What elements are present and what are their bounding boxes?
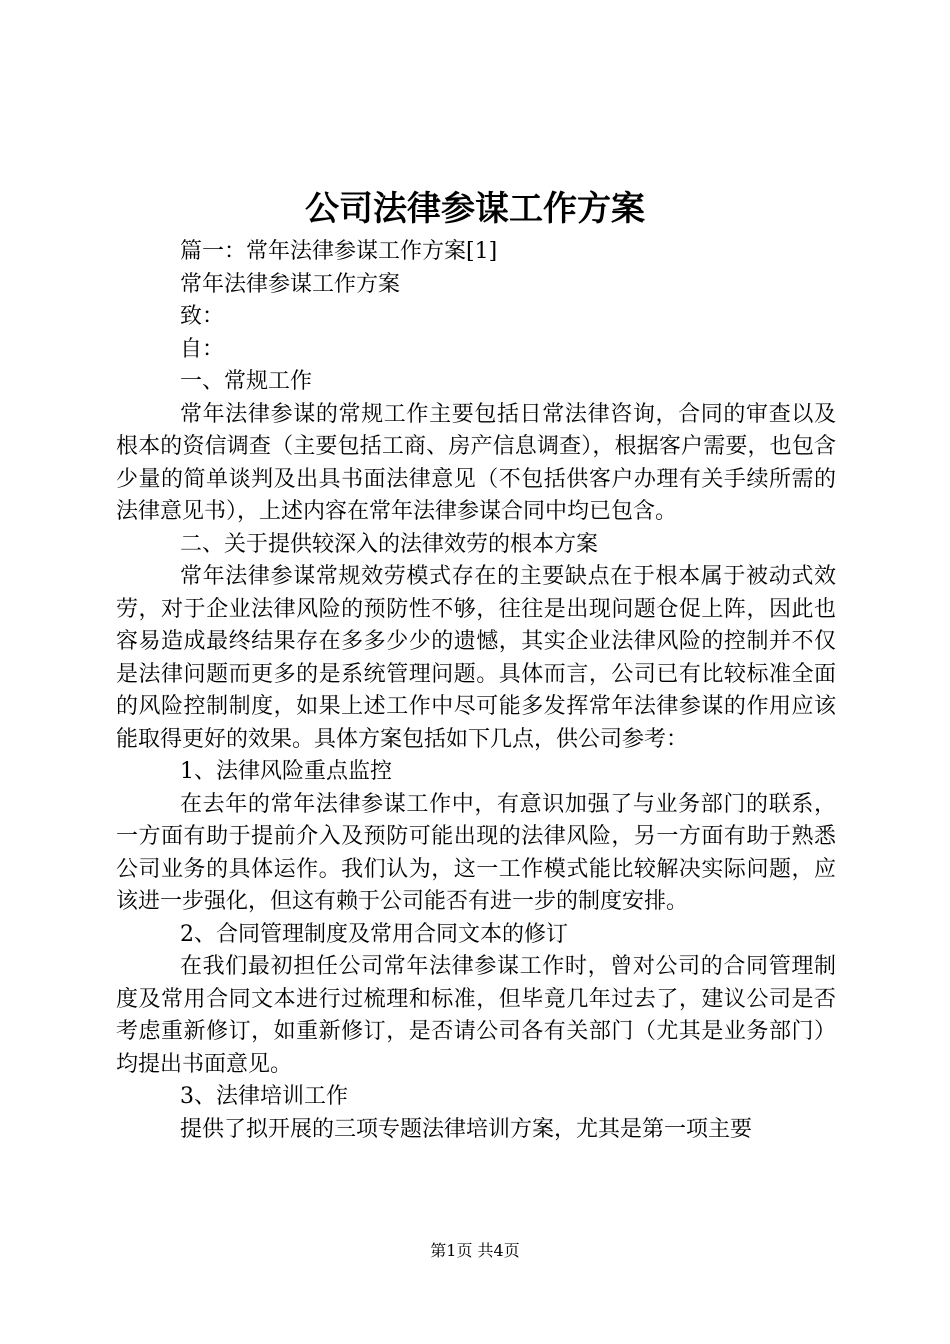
heading-legal-training: 3、法律培训工作 <box>180 1084 348 1109</box>
document-body <box>116 236 836 1146</box>
heading-contract-revision: 2、合同管理制度及常用合同文本的修订 <box>180 921 568 947</box>
paragraph-legal-training: 提供了拟开展的三项专题法律培训方案，尤其是第一项主要 <box>180 1116 753 1142</box>
paragraph-to: 致： <box>180 304 225 329</box>
heading-routine-work: 一、常规工作 <box>180 369 313 394</box>
page-number-footer: 第1页 共4页 <box>430 1241 520 1260</box>
document-title: 公司法律参谋工作方案 <box>305 189 645 229</box>
heading-risk-monitoring: 1、法律风险重点监控 <box>180 759 392 784</box>
paragraph-section-heading: 篇一：常年法律参谋工作方案[1] <box>180 239 498 264</box>
paragraph-in-depth-plan: 常年法律参谋常规效劳模式存在的主要缺点在于根本属于被动式效劳，对于企业法律风险的预防性不够，往往是出现问题仓促上阵，因此也容易造成最终结果存在多多少少的遗憾，其实企业法律风险的控制并不仅是法律问题而更多的是系统管理问题。具体而言，公司已有比较标准全面的风险控制制度，如果上述工作中尽可能多发挥常年法律参谋的作用应该能取得更好的效果。具体方案包括如下几点，供公司参考： <box>116 564 836 752</box>
paragraph-subtitle: 常年法律参谋工作方案 <box>180 271 401 297</box>
paragraph-routine-work: 常年法律参谋的常规工作主要包括日常法律咨询，合同的审查以及根本的资信调查（主要包括工商、房产信息调查），根据客户需要，也包含少量的简单谈判及出具书面法律意见（不包括供客户办理有关手续所需的法律意见书），上述内容在常年法律参谋合同中均已包含。 <box>116 401 836 524</box>
paragraph-contract-revision: 在我们最初担任公司常年法律参谋工作时，曾对公司的合同管理制度及常用合同文本进行过梳理和标准，但毕竟几年过去了，建议公司是否考虑重新修订，如重新修订，是否请公司各有关部门（尤其是业务部门）均提出书面意见。 <box>116 954 836 1077</box>
heading-in-depth-plan: 二、关于提供较深入的法律效劳的根本方案 <box>180 531 599 557</box>
paragraph-risk-monitoring: 在去年的常年法律参谋工作中，有意识加强了与业务部门的联系，一方面有助于提前介入及预防可能出现的法律风险，另一方面有助于熟悉公司业务的具体运作。我们认为，这一工作模式能比较解决实际问题，应该进一步强化，但这有赖于公司能否有进一步的制度安排。 <box>116 791 836 914</box>
paragraph-from: 自： <box>180 336 225 362</box>
